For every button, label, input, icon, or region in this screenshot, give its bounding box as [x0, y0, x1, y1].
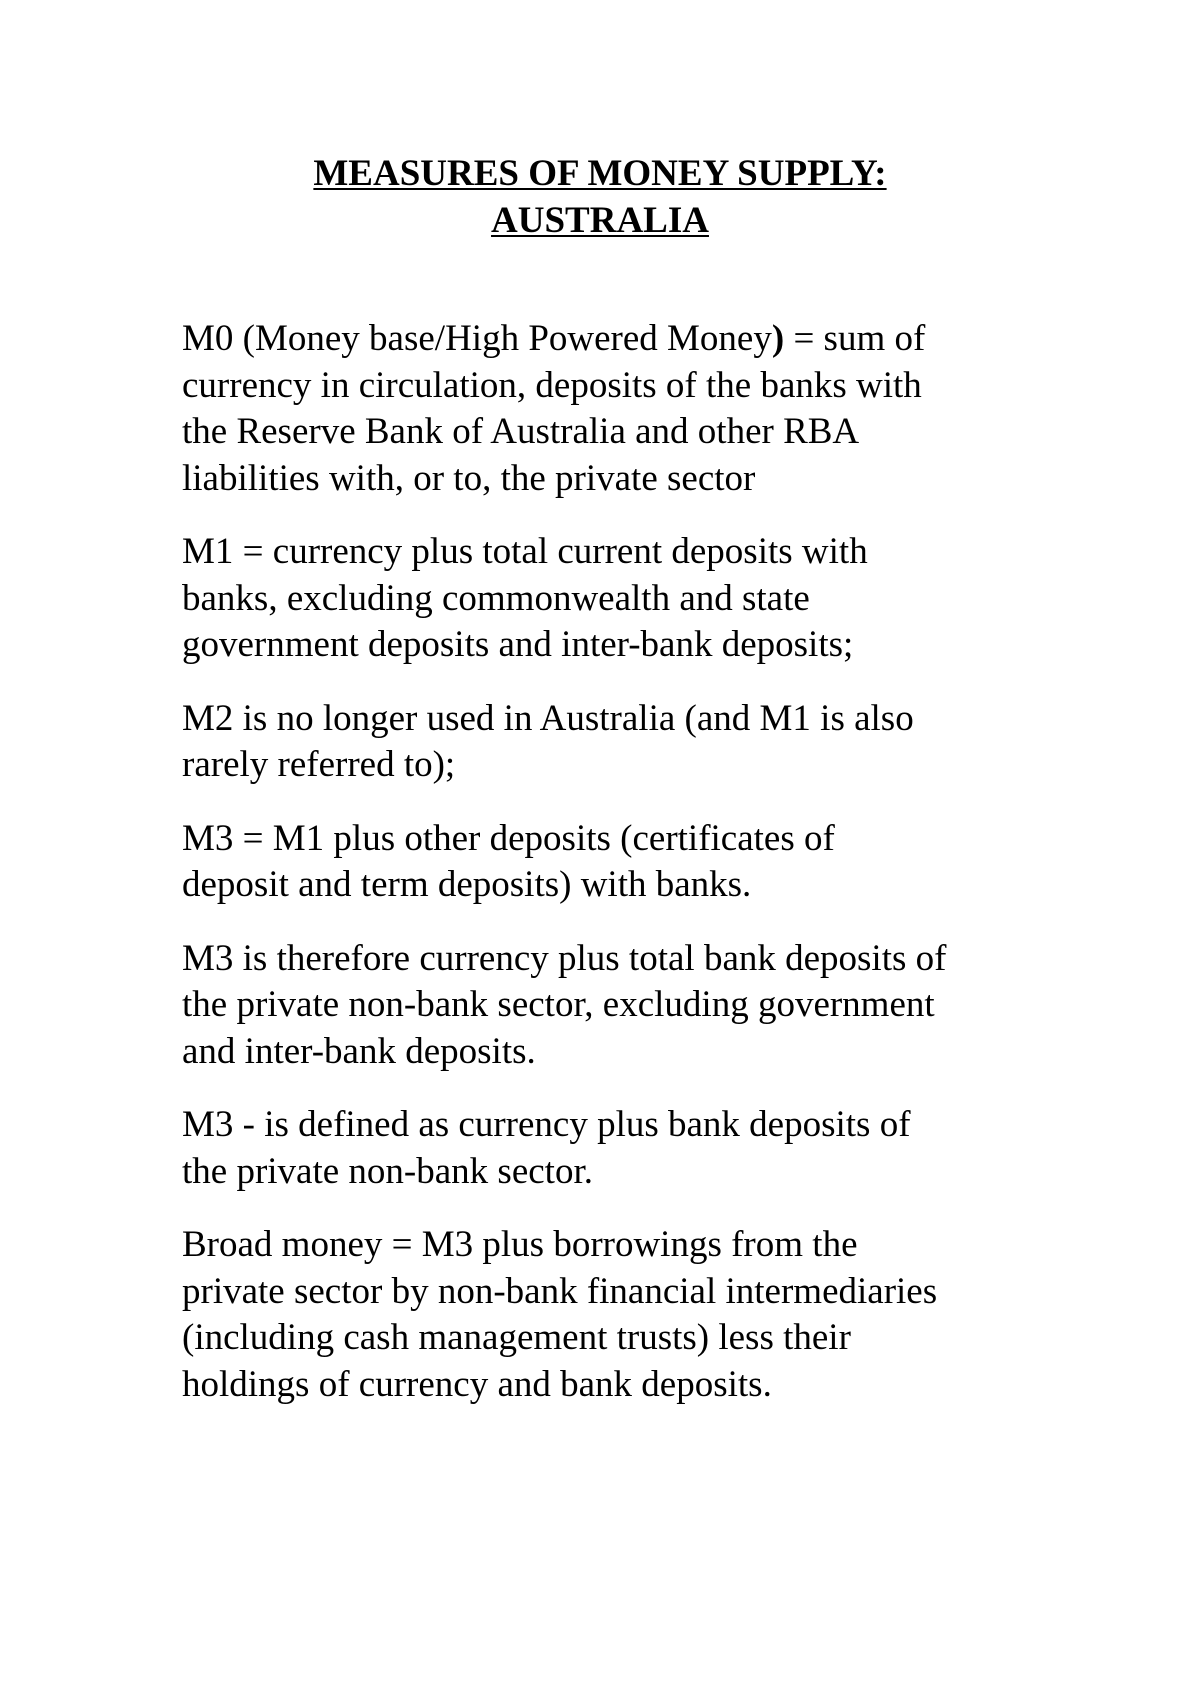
paragraph-line: private sector by non-bank financial intermediaries	[182, 1270, 938, 1312]
m0-definition-end: = sum of	[784, 318, 926, 359]
paragraph-line: deposit and term deposits) with banks.	[182, 864, 752, 905]
paragraph-m3-defined	[182, 1102, 1042, 1195]
paragraph-m2	[182, 696, 1042, 789]
paragraph-m3-definition	[182, 816, 1042, 909]
paragraph-line: banks, excluding commonwealth and state	[182, 577, 810, 619]
paragraph-line: liabilities with, or to, the private sector	[182, 457, 756, 499]
paragraph-line: the Reserve Bank of Australia and other RBA	[182, 411, 860, 452]
paragraph-line: M3 is therefore currency plus total bank deposits of	[182, 937, 947, 979]
paragraph-broad-money	[182, 1222, 1042, 1408]
document-body	[182, 316, 1042, 1435]
paragraph-line: the private non-bank sector, excluding government	[182, 984, 935, 1025]
paragraph-line: M1 = currency plus total current deposits with	[182, 531, 868, 572]
paragraph-line: Broad money = M3 plus borrowings from the	[182, 1224, 858, 1265]
paragraph-m3-therefore	[182, 936, 1042, 1076]
paragraph-line	[182, 316, 1042, 363]
paragraph-line: government deposits and inter-bank deposits;	[182, 624, 854, 665]
paragraph-line: the private non-bank sector.	[182, 1150, 593, 1192]
paragraph-line: M3 = M1 plus other deposits (certificates of	[182, 817, 835, 859]
paragraph-line: M3 - is defined as currency plus bank deposits of	[182, 1104, 911, 1145]
paragraph-line: rarely referred to);	[182, 744, 456, 785]
paragraph-m1	[182, 529, 1042, 669]
title-line-2: AUSTRALIA	[491, 200, 709, 241]
paragraph-line: and inter-bank deposits.	[182, 1030, 536, 1072]
bold-parenthesis: )	[771, 318, 785, 359]
paragraph-line: (including cash management trusts) less their	[182, 1317, 851, 1358]
paragraph-line: currency in circulation, deposits of the banks with	[182, 364, 922, 406]
title-line-1: MEASURES OF MONEY SUPPLY:	[313, 153, 887, 194]
paragraph-line: holdings of currency and bank deposits.	[182, 1363, 772, 1405]
page-title	[0, 150, 1200, 244]
paragraph-m0	[182, 316, 1042, 502]
m0-definition-start: M0 (Money base/High Powered Money	[182, 318, 772, 359]
paragraph-line: M2 is no longer used in Australia (and M1 is also	[182, 697, 914, 739]
